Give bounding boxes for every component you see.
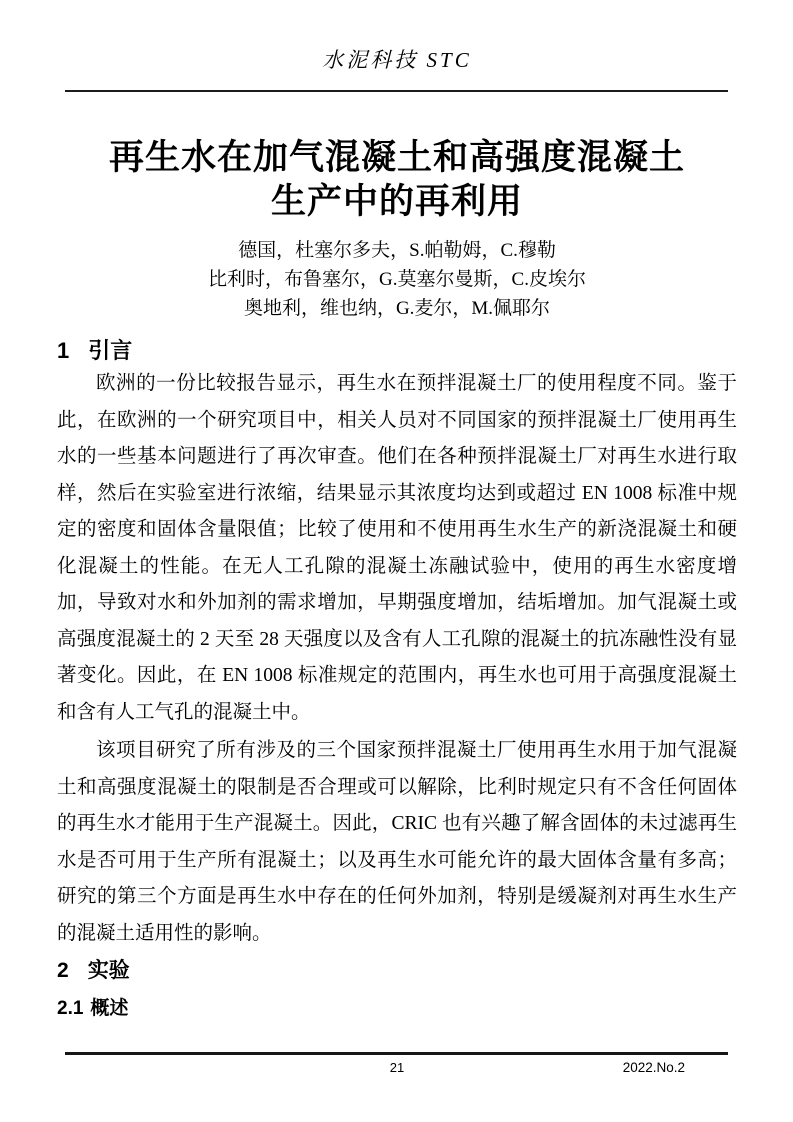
author-block [57,236,737,323]
section-heading-experiment [57,957,737,984]
author-line-austria: 奥地利，维也纳，G.麦尔，M.佩耶尔 [243,298,551,319]
article-title-line2: 生产中的再利用 [270,182,523,221]
article-title [57,136,737,224]
author-line-belgium: 比利时，布鲁塞尔，G.莫塞尔曼斯，C.皮埃尔 [208,269,586,290]
section-heading-introduction [57,337,737,364]
footer-rule [65,1052,728,1055]
section-title-text: 引言 [88,338,133,363]
page-number: 21 [389,1060,405,1075]
subsection-heading-overview [57,996,737,1021]
issue-label: 2022.No.2 [622,1060,685,1075]
article-title-line1: 再生水在加气混凝土和高强度混凝土 [108,138,685,177]
section-title-text: 实验 [87,959,130,982]
subsection-number: 2.1 [57,998,84,1019]
intro-paragraph-1: 欧洲的一份比较报告显示，再生水在预拌混凝土厂的使用程度不同。鉴于此，在欧洲的一个研究项目中，相关人员对不同国家的预拌混凝土厂使用再生水的一些基本问题进行了再次审查。他们在各种预拌混凝土厂对再生水进行取样，然后在实验室进行浓缩，结果显示其浓度均达到或超过 EN 1008 标准中规定的密度和固体含量限值；比较了使用和不使用再生水生产的新浇混凝土和硬化混凝土的性能。在无人工孔隙的混凝土冻融试验中，使用的再生水密度增加，导致对水和外加剂的需求增加，早期强度增加，结垢增加。加气混凝土或高强度混凝土的 2 天至 28 天强度以及含有人工孔隙的混凝土的抗冻融性没有显著变化。因此，在 EN 1008 标准规定的范围内，再生水也可用于高强度混凝土和含有人工气孔的混凝土中。 [57,373,737,723]
intro-paragraph-2: 该项目研究了所有涉及的三个国家预拌混凝土厂使用再生水用于加气混凝土和高强度混凝土的限制是否合理或可以解除，比利时规定只有不含任何固体的再生水才能用于生产混凝土。因此，CRIC 也有兴趣了解含固体的未过滤再生水是否可用于生产所有混凝土；以及再生水可能允许的最大固体含量有多高；研究的第三个方面是再生水中存在的任何外加剂，特别是缓凝剂对再生水生产的混凝土适用性的影响。 [57,740,737,944]
section-number: 1 [57,338,70,363]
subsection-title-text: 概述 [90,998,129,1019]
author-line-germany: 德国，杜塞尔多夫，S.帕勒姆，C.穆勒 [238,240,556,261]
journal-header-title: 水泥科技 STC [322,48,472,72]
section-number: 2 [57,959,69,982]
header-rule [65,90,728,92]
